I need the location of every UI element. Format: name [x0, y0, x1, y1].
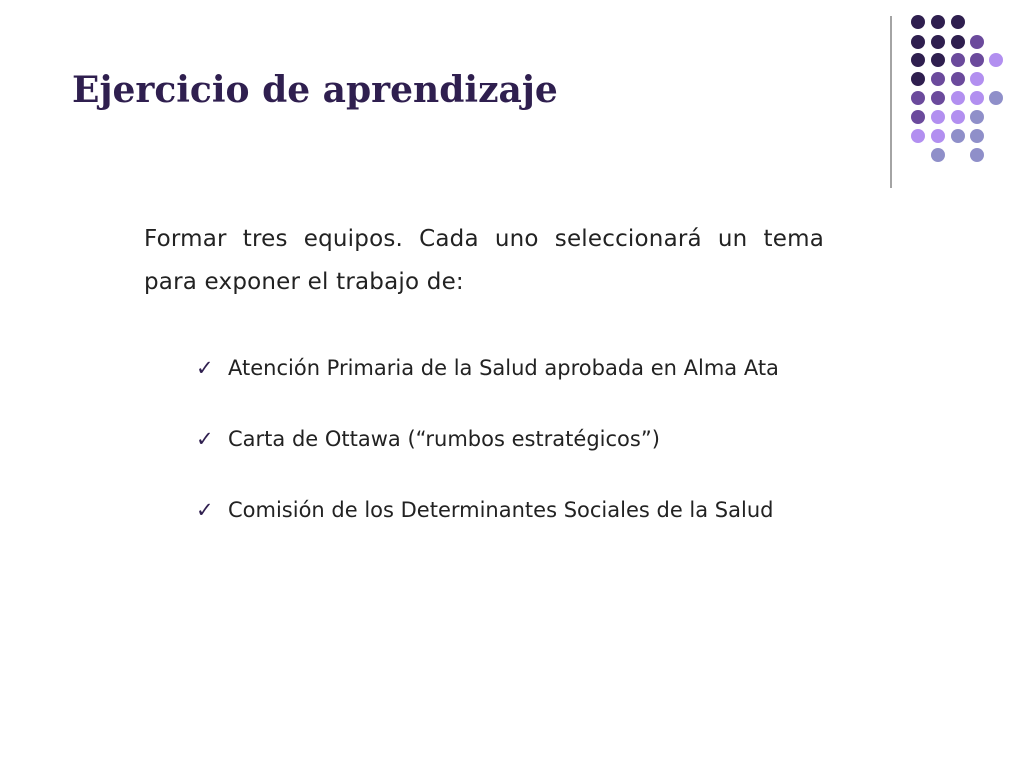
- dot: [931, 53, 945, 67]
- dot: [989, 53, 1003, 67]
- dot: [931, 110, 945, 124]
- dot: [951, 129, 965, 143]
- dot: [911, 53, 925, 67]
- bullet-list: [196, 348, 779, 561]
- decorative-divider: [890, 16, 892, 188]
- bullet-label: Atención Primaria de la Salud aprobada en Alma Ata: [228, 356, 779, 380]
- dot: [911, 35, 925, 49]
- dot: [970, 91, 984, 105]
- check-icon: ✓: [196, 427, 214, 451]
- dot: [931, 15, 945, 29]
- dot: [931, 129, 945, 143]
- slide-title: Ejercicio de aprendizaje: [72, 69, 558, 111]
- bullet-label: Comisión de los Determinantes Sociales de la Salud: [228, 498, 774, 522]
- dot: [951, 110, 965, 124]
- dot: [970, 72, 984, 86]
- dot: [911, 15, 925, 29]
- dot: [911, 129, 925, 143]
- dot: [951, 15, 965, 29]
- dot: [951, 53, 965, 67]
- dot: [931, 148, 945, 162]
- check-icon: ✓: [196, 356, 214, 380]
- dot: [931, 72, 945, 86]
- dot: [970, 35, 984, 49]
- dot: [931, 35, 945, 49]
- bullet-item: [196, 490, 779, 530]
- bullet-label: Carta de Ottawa (“rumbos estratégicos”): [228, 427, 660, 451]
- dot: [951, 91, 965, 105]
- dot: [911, 72, 925, 86]
- bullet-item: [196, 419, 779, 459]
- dot: [970, 53, 984, 67]
- dot: [970, 129, 984, 143]
- dot: [951, 72, 965, 86]
- dot: [951, 35, 965, 49]
- check-icon: ✓: [196, 498, 214, 522]
- dot: [931, 91, 945, 105]
- bullet-item: [196, 348, 779, 388]
- dot: [911, 110, 925, 124]
- intro-paragraph: Formar tres equipos. Cada uno seleccionará un tema para exponer el trabajo de:: [144, 226, 824, 295]
- dot: [911, 91, 925, 105]
- dot: [970, 148, 984, 162]
- dot: [989, 91, 1003, 105]
- dot: [970, 110, 984, 124]
